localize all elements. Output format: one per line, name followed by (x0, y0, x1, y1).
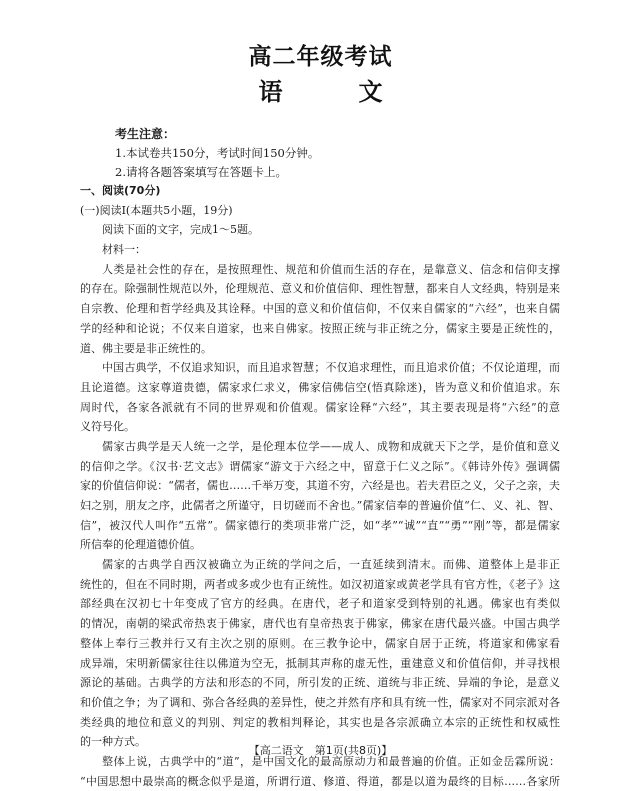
paragraph-line: 儒家的古典学自西汉被确立为正统的学问之后，一直延续到清末。而佛、道整体上是非正 (102, 558, 560, 572)
section-heading: 一、阅读(70分) (80, 184, 161, 197)
subsection-heading: (一)阅读Ⅰ(本题共5小题，19分) (80, 203, 233, 217)
reading-section (80, 181, 560, 791)
paragraph-line: 信”，被汉代人叫作“五常”。儒家德行的类项非常广泛，如“孝”“诚”“直”“勇”“刚”等，都是儒家 (80, 518, 560, 532)
material-label: 材料一： (102, 243, 146, 257)
paragraph-line: 整体上奉行三教并行又有主次之别的原则。在三教争论中，儒家自居于正统，将道家和佛家看 (80, 636, 560, 650)
paragraph-line: 的存在。除强制性规范以外，伦理规范、意义和价值信仰、理性智慧，都来自人文经典，特别是来 (80, 282, 560, 296)
paragraph-line: 所信奉的伦理道德价值。 (80, 538, 201, 552)
paragraph-line: 家的价值信仰说：“儒者，儒也……千举万变，其道不穷，六经是也。若夫君臣之义，父子之亲，夫 (80, 479, 560, 493)
paragraph-line: 妇之别，朋友之序，此儒者之所谨守，日切磋而不舍也。”儒家信奉的普遍价值“仁、义、礼、智、 (80, 499, 560, 512)
paragraph-line: 的一种方式。 (80, 735, 146, 749)
paragraph-line: 道、佛主要是非正统性的。 (80, 341, 212, 355)
paragraph-line: 学的经种和论说；不仅来自道家，也来自佛家。按照正统与非正统之分，儒家主要是正统性的， (80, 321, 560, 335)
paragraph-line: “中国思想中最崇高的概念似乎是道，所谓行道、修道、得道，都是以道为最终的目标……各家所 (80, 774, 560, 788)
paragraph-line: 类经典的地位和意义的判别、判定的教相判释论，其实也是各宗派确立本宗的正统性和权威性 (80, 715, 560, 729)
paragraph-line: 义符号化。 (80, 420, 135, 434)
paragraph-line: 自宗教、伦理和哲学经典及其诠释。中国的意义和价值信仰，不仅来自儒家的“六经”，也来自儒 (80, 302, 560, 316)
paragraph-line: 儒家古典学是天人统一之学，是伦理本位学——成人、成物和成就天下之学，是价值和意义 (102, 439, 560, 453)
notice-heading: 考生注意： (115, 127, 176, 141)
notice-item: 2.请将各题答案填写在答题卡上。 (115, 165, 287, 179)
instruction-text: 阅读下面的文字，完成1～5题。 (102, 223, 259, 237)
paragraph-line: 成异端，宋明新儒家往往以佛道为空无，抵制其声称的虚无性，重建意义和价值信仰，并寻找根 (80, 656, 560, 670)
notice-item: 1.本试卷共150分，考试时间150分钟。 (115, 146, 320, 160)
page-footer: 【高二语文 第1页(共8页)】 (248, 744, 393, 757)
paragraph-line: 人类是社会性的存在，是按照理性、规范和价值而生活的存在，是靠意义、信念和信仰支撑 (102, 262, 560, 276)
subject-title: 语 文 (258, 78, 409, 106)
exam-title: 高二年级考试 (248, 44, 393, 70)
paragraph-line: 的情况，南朝的梁武帝热衷于佛家，唐代也有皇帝热衷于佛家，佛家在唐代最兴盛。中国古典学 (80, 617, 560, 631)
paragraph-line: 的信仰之学。《汉书·艺文志》谓儒家“游文于六经之中，留意于仁义之际”。《韩诗外传》强调儒 (80, 459, 560, 473)
paragraph-line: 源论的基础。古典学的方法和形态的不同，所引发的正统、道统与非正统、异端的争论，是意义 (80, 676, 560, 690)
paragraph-line: 和价值之争；为了调和、弥合各经典的差异性，使之并然有序和具有统一性，儒家对不同宗派对各 (80, 695, 560, 709)
paragraph-line: 周时代，各家各派就有不同的世界观和价值观。儒家诠释“六经”，其主要表现是将“六经”的意 (80, 400, 560, 414)
paragraph-line: 部经典在汉初七十年变成了官方的经典。在唐代，老子和道家受到特别的礼遇。佛家也有类似 (80, 597, 560, 611)
paragraph-line: 整体上说，古典学中的“道”，是中国文化的最高原动力和最普遍的价值。正如金岳霖所说： (102, 754, 560, 768)
paragraph-line: 且论道德。这家尊道贵德，儒家求仁求义，佛家信佛信空(悟真除迷)，皆为意义和价值追求。东 (80, 380, 560, 394)
paragraph-line: 统性的，但在不同时期，两者或多或少也有正统性。如汉初道家或黄老学具有官方性，《老子》这 (80, 577, 560, 591)
candidate-notice (115, 125, 319, 182)
paragraph-line: 中国古典学，不仅追求知识，而且追求智慧；不仅追求理性，而且追求价值；不仅论道理，而 (102, 361, 560, 375)
